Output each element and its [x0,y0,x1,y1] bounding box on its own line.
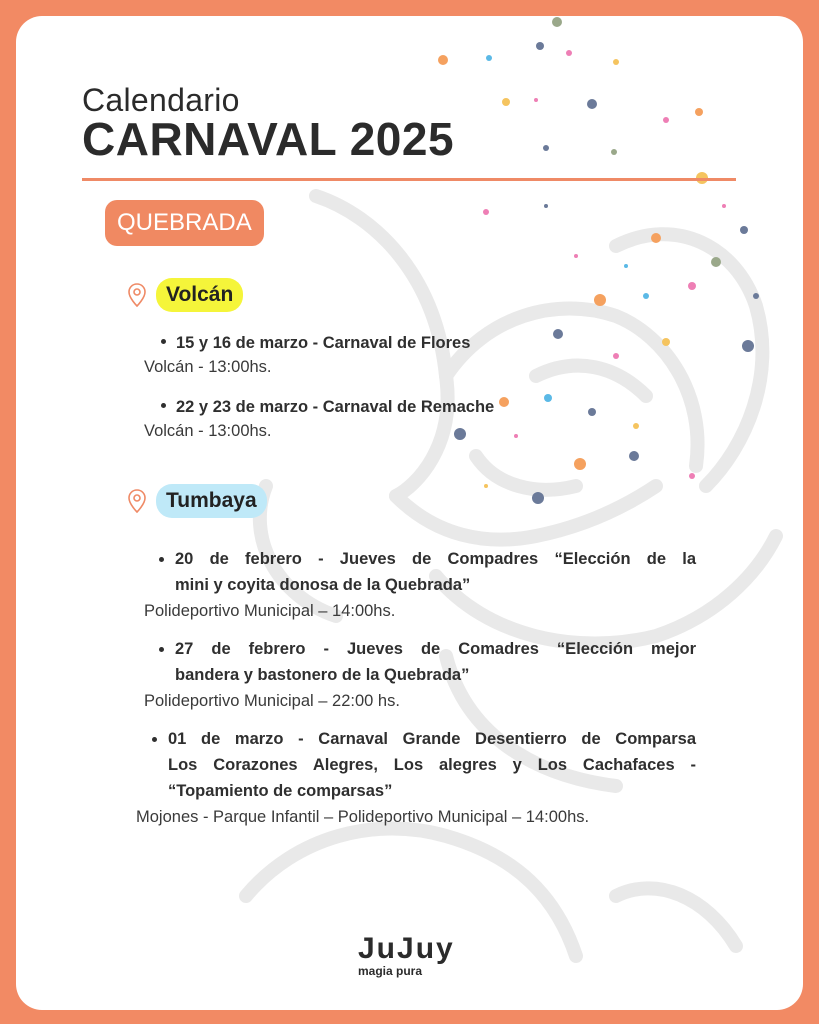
event-item [161,394,494,420]
bullet [161,339,166,344]
event-place: Volcán - 13:00hs. [144,422,272,440]
logo-tagline: magia pura [358,964,423,978]
event-title-line: 27 de febrero - Jueves de Comadres “Elección mejor [175,640,696,658]
page-title: CARNAVAL 2025 [82,113,455,165]
event-title: 15 y 16 de marzo - Carnaval de Flores [176,334,471,352]
event-title-line: mini y coyita donosa de la Quebrada” [175,576,471,594]
calendar-subtitle: Calendario [82,82,240,118]
title-divider [82,178,736,181]
location-tumbaya [126,484,267,518]
bullet [152,737,157,742]
event-item [161,546,696,598]
confetti-dots [438,17,759,504]
logo-word: JuJuy [358,932,455,965]
event-item [161,636,696,688]
event-title-line: 01 de marzo - Carnaval Grande Desentierro de Comparsa [168,730,696,748]
event-item [154,726,696,804]
location-volcan [126,278,243,312]
event-place: Polideportivo Municipal – 22:00 hs. [144,692,400,710]
event-title-line: “Topamiento de comparsas” [168,782,393,800]
event-item [161,330,470,356]
location-label: Tumbaya [156,484,267,518]
location-label: Volcán [156,278,243,312]
event-place: Volcán - 13:00hs. [144,358,272,376]
event-title-line: Los Corazones Alegres, Los alegres y Los Cachafaces - [168,756,696,774]
event-title-line: 20 de febrero - Jueves de Compadres “Elección de la [175,550,696,568]
event-title: 22 y 23 de marzo - Carnaval de Remache [176,398,495,416]
bullet [161,403,166,408]
event-title-line: bandera y bastonero de la Quebrada” [175,666,470,684]
map-pin-icon [126,282,148,308]
poster-card [16,16,803,1010]
bullet [159,647,164,652]
map-pin-icon [126,488,148,514]
event-place: Mojones - Parque Infantil – Polideportivo Municipal – 14:00hs. [136,808,590,826]
region-badge: QUEBRADA [105,200,264,246]
jujuy-logo [356,928,476,988]
event-place: Polideportivo Municipal – 14:00hs. [144,602,396,620]
bullet [159,557,164,562]
